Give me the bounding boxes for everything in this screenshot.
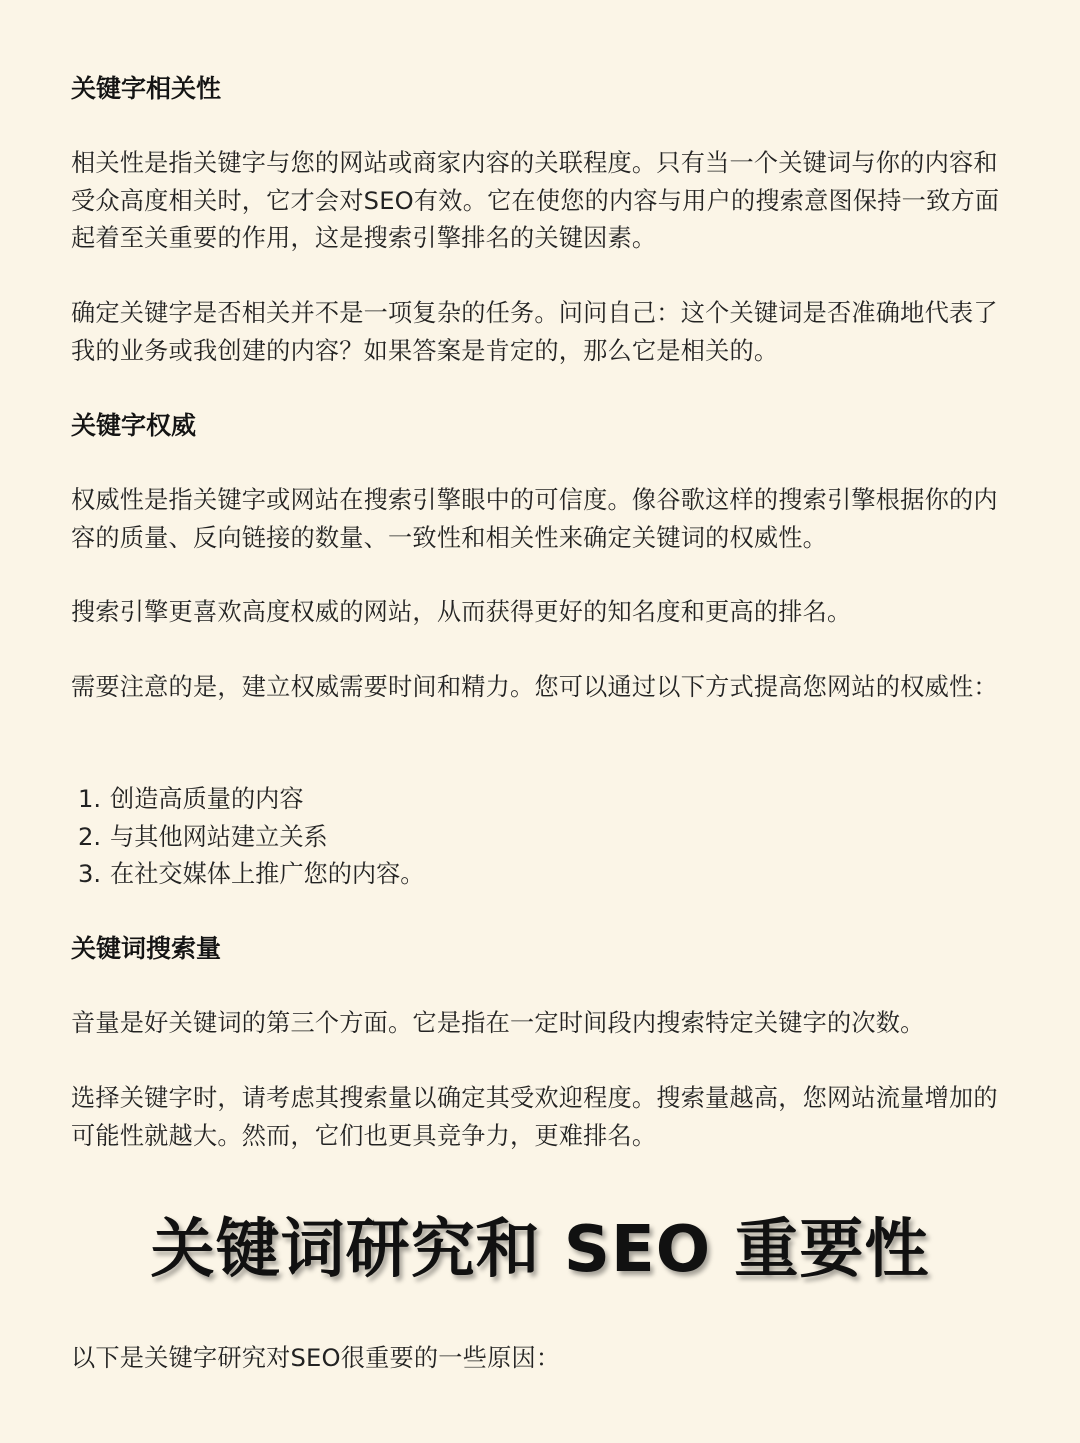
list-text: 创造高质量的内容 bbox=[110, 785, 304, 813]
page-title: 关键词研究和 SEO 重要性 bbox=[150, 1213, 930, 1287]
paragraph-volume-advice: 选择关键字时，请考虑其搜索量以确定其受欢迎程度。搜索量越高，您网站流量增加的可能性就越大。然而，它们也更具竞争力，更难排名。 bbox=[71, 1084, 998, 1150]
list-text: 在社交媒体上推广您的内容。 bbox=[110, 860, 425, 888]
list-item bbox=[78, 856, 424, 894]
list-number: 2. bbox=[78, 822, 102, 851]
paragraph-authority-definition: 权威性是指关键字或网站在搜索引擎眼中的可信度。像谷歌这样的搜索引擎根据你的内容的质量、反向链接的数量、一致性和相关性来确定关键词的权威性。 bbox=[71, 486, 998, 552]
paragraph-volume-definition: 音量是好关键词的第三个方面。它是指在一定时间段内搜索特定关键字的次数。 bbox=[71, 1009, 925, 1037]
paragraph-authority-note: 需要注意的是，建立权威需要时间和精力。您可以通过以下方式提高您网站的权威性： bbox=[71, 673, 998, 701]
paragraph-authority-preference: 搜索引擎更喜欢高度权威的网站，从而获得更好的知名度和更高的排名。 bbox=[71, 598, 852, 626]
list-item bbox=[78, 781, 424, 819]
list-number: 3. bbox=[78, 860, 102, 888]
heading-search-volume: 关键词搜索量 bbox=[71, 934, 222, 963]
heading-authority: 关键字权威 bbox=[71, 411, 197, 440]
paragraph-closing: 以下是关键字研究对SEO很重要的一些原因： bbox=[71, 1344, 561, 1372]
authority-tips-list bbox=[78, 781, 424, 894]
list-item bbox=[78, 819, 424, 857]
heading-relevance: 关键字相关性 bbox=[71, 74, 222, 103]
list-text: 与其他网站建立关系 bbox=[110, 822, 328, 851]
paragraph-relevance-definition: 相关性是指关键字与您的网站或商家内容的关联程度。只有当一个关键词与你的内容和受众高度相关时，它才会对SEO有效。它在使您的内容与用户的搜索意图保持一致方面起着至关重要的作用，这是搜索引擎排名的关键因素。 bbox=[71, 149, 1000, 252]
paragraph-relevance-check: 确定关键字是否相关并不是一项复杂的任务。问问自己：这个关键词是否准确地代表了我的业务或我创建的内容？如果答案是肯定的，那么它是相关的。 bbox=[71, 299, 998, 365]
list-number: 1. bbox=[78, 785, 102, 813]
